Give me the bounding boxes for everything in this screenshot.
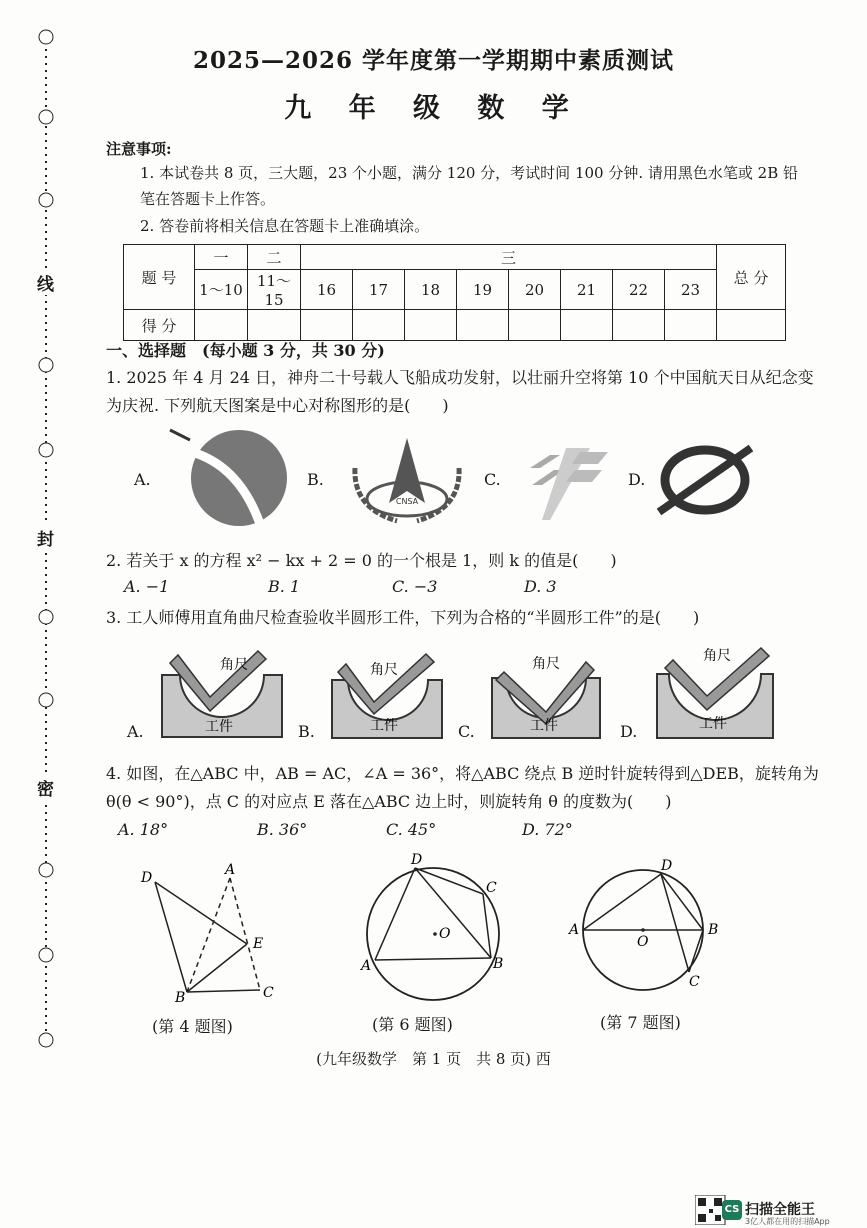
score-table-col: 22 xyxy=(613,270,665,310)
q4-option-c: C. 45° xyxy=(386,820,437,839)
workpiece-d-figure xyxy=(655,640,775,740)
figure-7-diagram xyxy=(565,850,730,1000)
fig6-point-a: A xyxy=(361,958,372,974)
score-table-col: 16 xyxy=(301,270,353,310)
score-cell xyxy=(665,310,717,341)
score-table xyxy=(123,244,786,341)
exam-title: 2025—2026 学年度第一学期期中素质测试 xyxy=(192,47,675,74)
q1-option-b: B. xyxy=(307,470,324,489)
cs-badge-icon: CS xyxy=(722,1200,742,1220)
q3-option-d: D. xyxy=(620,722,638,741)
figure-7-caption: (第 7 题图) xyxy=(600,1013,681,1032)
fig4-point-c: C xyxy=(263,985,274,1001)
score-table-col: 11～15 xyxy=(248,270,301,310)
fig4-point-d: D xyxy=(141,870,153,886)
fig6-point-c: C xyxy=(486,880,497,896)
score-cell xyxy=(613,310,665,341)
score-cell xyxy=(195,310,248,341)
score-table-total: 总 分 xyxy=(717,245,786,310)
question-1-text: 1. 2025 年 4 月 24 日，神舟二十号载人飞船成功发射，以壮丽升空将第 10 个中国航天日从纪念变为庆祝. 下列航天图案是中心对称图形的是( ) xyxy=(106,368,814,415)
q4-option-b: B. 36° xyxy=(257,820,308,839)
score-cell xyxy=(457,310,509,341)
score-table-col: 1～10 xyxy=(195,270,248,310)
binding-char-xian: 线 xyxy=(37,270,54,295)
q2-option-d: D. 3 xyxy=(524,577,557,596)
fig7-point-d: D xyxy=(661,858,673,874)
score-cell xyxy=(353,310,405,341)
page-footer: (九年级数学 第 1 页 共 8 页) 西 xyxy=(316,1050,551,1068)
score-table-group-1: 一 xyxy=(195,245,248,270)
workpiece-c-figure xyxy=(490,650,602,740)
fig7-point-c: C xyxy=(689,974,700,990)
fig4-point-e: E xyxy=(253,936,264,952)
figure-4-caption: (第 4 题图) xyxy=(152,1017,233,1036)
workpiece-label: 工件 xyxy=(530,718,558,734)
score-cell xyxy=(301,310,353,341)
workpiece-a-figure xyxy=(160,645,285,740)
cnsa-logo-icon xyxy=(345,433,470,528)
score-table-group-2: 二 xyxy=(248,245,301,270)
q2-option-b: B. 1 xyxy=(268,577,301,596)
section-1-heading: 一、选择题 (每小题 3 分，共 30 分) xyxy=(106,341,385,360)
ruler-label: 角尺 xyxy=(370,662,398,678)
figure-4-diagram xyxy=(135,860,285,1010)
q3-option-a: A. xyxy=(127,722,144,741)
workpiece-b-figure xyxy=(330,650,445,740)
score-table-group-3: 三 xyxy=(301,245,717,270)
space-logo-d-icon xyxy=(655,440,755,520)
q1-option-c: C. xyxy=(484,470,501,489)
q3-option-c: C. xyxy=(458,722,475,741)
ruler-label: 角尺 xyxy=(703,648,731,664)
workpiece-label: 工件 xyxy=(205,719,233,735)
fig6-point-o: O xyxy=(439,926,451,942)
note-item-1: 1. 本试卷共 8 页，三大题，23 个小题，满分 120 分，考试时间 100 分钟. 请用黑色水笔或 2B 铅笔在答题卡上作答。 xyxy=(140,164,798,208)
score-table-label-defen: 得 分 xyxy=(124,310,195,341)
score-table-col: 19 xyxy=(457,270,509,310)
figure-6-diagram xyxy=(355,850,510,1010)
scanner-brand: 扫描全能王 xyxy=(745,1202,815,1218)
space-logo-c-icon xyxy=(520,440,615,525)
binding-char-feng: 封 xyxy=(37,525,54,550)
fig4-point-b: B xyxy=(175,990,186,1006)
q4-option-d: D. 72° xyxy=(522,820,573,839)
space-logo-a-icon xyxy=(160,428,295,528)
scanner-brand-sub: 3亿人都在用的扫描App xyxy=(745,1217,830,1226)
workpiece-label: 工件 xyxy=(699,716,727,732)
fig4-point-a: A xyxy=(225,862,236,878)
note-item-2: 2. 答卷前将相关信息在答题卡上准确填涂。 xyxy=(140,217,430,235)
score-table-col: 17 xyxy=(353,270,405,310)
binding-char-mi: 密 xyxy=(37,775,54,800)
ruler-label: 角尺 xyxy=(220,657,248,673)
q3-option-b: B. xyxy=(298,722,315,741)
score-table-col: 20 xyxy=(509,270,561,310)
notes-heading: 注意事项: xyxy=(106,140,172,158)
q4-option-a: A. 18° xyxy=(118,820,169,839)
fig7-point-a: A xyxy=(569,922,580,938)
score-cell xyxy=(561,310,613,341)
q2-option-a: A. −1 xyxy=(124,577,170,596)
score-table-col: 18 xyxy=(405,270,457,310)
question-3-text: 3. 工人师傅用直角曲尺检查验收半圆形工件，下列为合格的“半圆形工件”的是( ) xyxy=(106,608,700,627)
score-cell xyxy=(405,310,457,341)
score-table-col: 21 xyxy=(561,270,613,310)
cnsa-logo-text: CNSA xyxy=(395,497,419,506)
score-cell xyxy=(717,310,786,341)
fig7-point-b: B xyxy=(708,922,719,938)
figure-6-caption: (第 6 题图) xyxy=(372,1015,453,1034)
ruler-label: 角尺 xyxy=(532,656,560,672)
fig7-point-o: O xyxy=(637,934,649,950)
fig6-point-d: D xyxy=(411,852,423,868)
score-cell xyxy=(248,310,301,341)
score-table-label-tihao: 题 号 xyxy=(124,245,195,310)
question-4-text: 4. 如图，在△ABC 中，AB = AC，∠A = 36°，将△ABC 绕点 B 逆时针旋转得到△DEB，旋转角为 θ(θ < 90°)，点 C 的对应点 E 落在△ABC 边上时，则旋转角 θ 的度数为( ) xyxy=(106,764,819,811)
workpiece-label: 工件 xyxy=(370,718,398,734)
fig6-point-b: B xyxy=(493,956,504,972)
score-cell xyxy=(509,310,561,341)
question-2-text: 2. 若关于 x 的方程 x² − kx + 2 = 0 的一个根是 1，则 k 的值是( ) xyxy=(106,551,617,570)
q1-option-d: D. xyxy=(628,470,646,489)
q2-option-c: C. −3 xyxy=(392,577,438,596)
score-table-col: 23 xyxy=(665,270,717,310)
q1-option-a: A. xyxy=(134,470,151,489)
exam-subtitle: 九 年 级 数 学 xyxy=(284,93,583,124)
